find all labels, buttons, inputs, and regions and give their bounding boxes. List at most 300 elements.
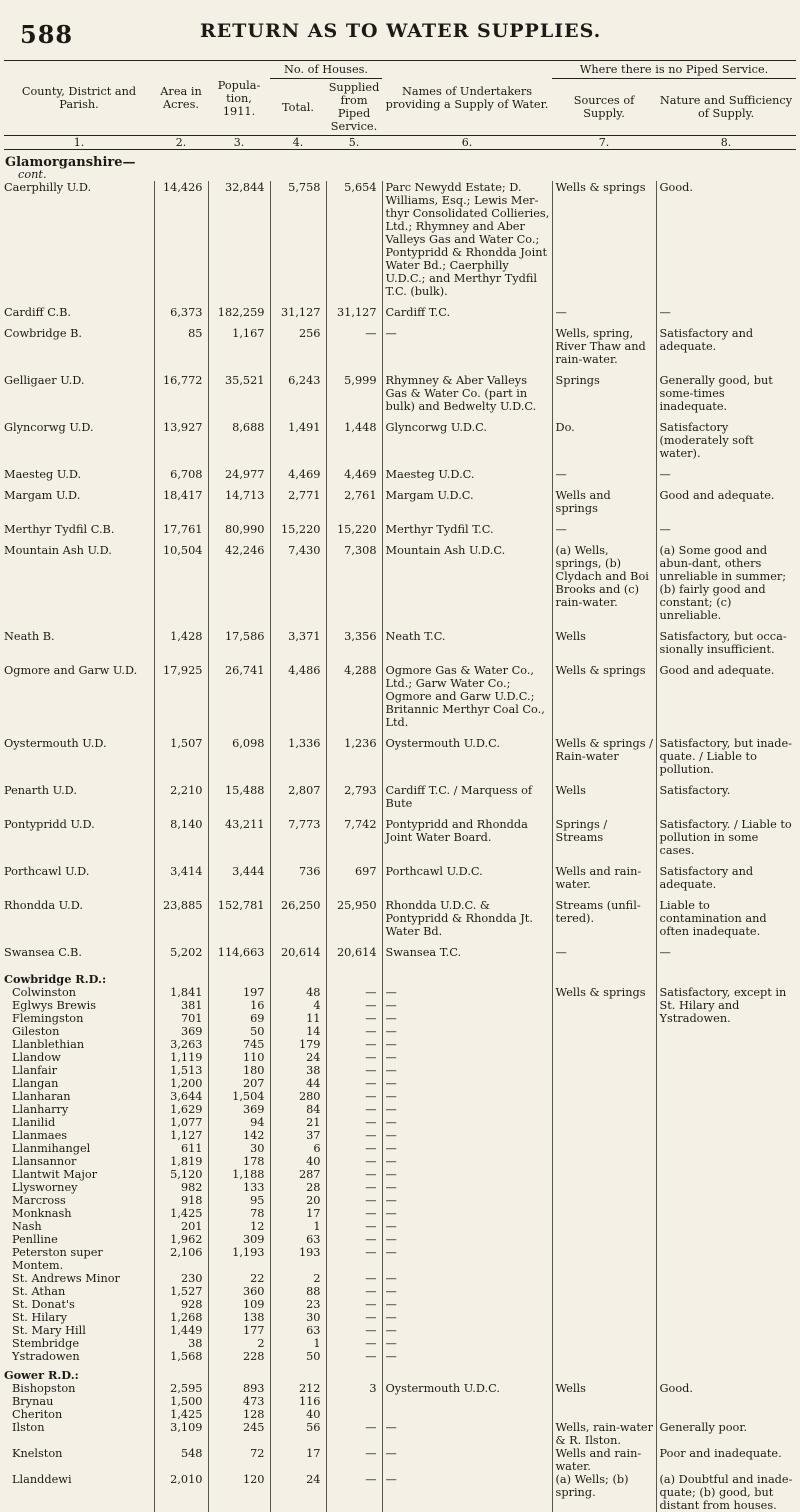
col-head-area: Area in Acres. <box>154 61 208 136</box>
houses-total: 5,758 <box>270 181 326 298</box>
area-acres: 38 <box>154 1337 208 1350</box>
houses-total: 4,469 <box>270 468 326 481</box>
population-1911: 1,193 <box>208 1246 270 1272</box>
table-row <box>4 1395 796 1408</box>
section-heading: Gower R.D.: <box>4 1368 79 1382</box>
area-acres: 3,263 <box>154 1038 208 1051</box>
col-num: 3. <box>208 136 270 150</box>
undertakers: — <box>382 1207 552 1220</box>
empty-cell <box>656 1363 796 1382</box>
houses-piped: 20,614 <box>326 946 382 959</box>
houses-total: 280 <box>270 1090 326 1103</box>
houses-total: 4 <box>270 999 326 1012</box>
population-1911: 114,663 <box>208 946 270 959</box>
empty-cell <box>154 967 208 986</box>
houses-total: 1,336 <box>270 737 326 776</box>
population-1911: 35,521 <box>208 374 270 413</box>
population-1911: 78 <box>208 1207 270 1220</box>
col-head-population: Popula-tion, 1911. <box>208 61 270 136</box>
district-name: Glyncorwg U.D. <box>4 421 94 434</box>
houses-piped: — <box>326 1447 382 1473</box>
houses-total: 179 <box>270 1038 326 1051</box>
undertakers: — <box>382 1168 552 1181</box>
table-row <box>4 630 796 656</box>
area-acres: 85 <box>154 327 208 366</box>
population-1911: 180 <box>208 1064 270 1077</box>
houses-piped: 25,950 <box>326 899 382 938</box>
houses-piped: 31,127 <box>326 306 382 319</box>
supply-nature: — <box>656 523 796 536</box>
houses-total: 50 <box>270 1350 326 1363</box>
undertakers: — <box>382 1272 552 1285</box>
area-acres: 1,507 <box>154 737 208 776</box>
population-1911: 8,688 <box>208 421 270 460</box>
undertakers: Glyncorwg U.D.C. <box>382 421 552 460</box>
area-acres: 14,426 <box>154 181 208 298</box>
empty-cell <box>270 967 326 986</box>
supply-sources: Wells, rain-water & R. Ilston. <box>552 1421 656 1447</box>
houses-piped: — <box>326 986 382 999</box>
population-1911: 43,211 <box>208 818 270 857</box>
houses-total: 30 <box>270 1311 326 1324</box>
houses-piped: — <box>326 1038 382 1051</box>
population-1911: 1,504 <box>208 1090 270 1103</box>
area-acres: 18,417 <box>154 489 208 515</box>
area-acres: 5,120 <box>154 1168 208 1181</box>
population-1911: 72 <box>208 1447 270 1473</box>
houses-piped: — <box>326 999 382 1012</box>
houses-piped: — <box>326 1207 382 1220</box>
parish-name: Nash <box>12 1220 42 1233</box>
parish-name: Bishopston <box>12 1382 76 1395</box>
houses-total: 26,250 <box>270 899 326 938</box>
area-acres: 3,644 <box>154 1090 208 1103</box>
col-head-undertakers: Names of Undertakers providing a Supply of Water. <box>382 61 552 136</box>
supply-sources: Wells <box>552 630 656 656</box>
houses-piped: — <box>326 1155 382 1168</box>
supply-nature: Poor and inadequate. <box>656 1447 796 1473</box>
col-head-county: County, District and Parish. <box>4 61 154 136</box>
parish-name: St. Andrews Minor <box>12 1272 120 1285</box>
houses-piped: — <box>326 1311 382 1324</box>
parish-name: Llanblethian <box>12 1038 85 1051</box>
houses-piped: — <box>326 1220 382 1233</box>
undertakers <box>382 1408 552 1421</box>
supply-nature: — <box>656 946 796 959</box>
undertakers: Cardiff T.C. <box>382 306 552 319</box>
houses-piped: — <box>326 1077 382 1090</box>
district-name: Oystermouth U.D. <box>4 737 107 750</box>
supply-nature: Satisfactory, except in St. Hilary and Ystradowen. <box>656 986 796 1363</box>
parish-name: Llansannor <box>12 1155 77 1168</box>
population-1911: 26,741 <box>208 664 270 729</box>
population-1911: 360 <box>208 1285 270 1298</box>
col-num: 8. <box>656 136 796 150</box>
houses-total: 38 <box>270 1064 326 1077</box>
col-head-sources: Sources of Supply. <box>552 79 656 136</box>
population-1911: 228 <box>208 1350 270 1363</box>
undertakers: Neath T.C. <box>382 630 552 656</box>
area-acres: 1,527 <box>154 1285 208 1298</box>
district-name: Gelligaer U.D. <box>4 374 85 387</box>
table-row <box>4 489 796 515</box>
supply-sources: Wells and rain-water. <box>552 1447 656 1473</box>
undertakers: Swansea T.C. <box>382 946 552 959</box>
area-acres: 1,428 <box>154 630 208 656</box>
running-head: RETURN AS TO WATER SUPPLIES. <box>200 20 602 42</box>
parish-name: Gileston <box>12 1025 60 1038</box>
supply-sources <box>552 1395 656 1408</box>
houses-total: 37 <box>270 1129 326 1142</box>
col-head-no-piped: Where there is no Piped Service. <box>552 61 796 79</box>
county-heading: Glamorganshire— <box>5 155 136 170</box>
population-1911: 142 <box>208 1129 270 1142</box>
population-1911: 50 <box>208 1025 270 1038</box>
table-row <box>4 899 796 938</box>
area-acres: 928 <box>154 1298 208 1311</box>
undertakers: — <box>382 1285 552 1298</box>
population-1911: 32,844 <box>208 181 270 298</box>
population-1911: 94 <box>208 1116 270 1129</box>
district-name: Cardiff C.B. <box>4 306 71 319</box>
area-acres: 1,077 <box>154 1116 208 1129</box>
houses-piped <box>326 1408 382 1421</box>
population-1911: 133 <box>208 1181 270 1194</box>
area-acres: 8,140 <box>154 818 208 857</box>
empty-cell <box>382 967 552 986</box>
district-name: Margam U.D. <box>4 489 81 502</box>
col-num: 7. <box>552 136 656 150</box>
supply-nature: Satisfactory (moderately soft water). <box>656 421 796 460</box>
area-acres: 1,962 <box>154 1233 208 1246</box>
houses-piped <box>326 1395 382 1408</box>
population-1911: 120 <box>208 1473 270 1512</box>
population-1911: 22 <box>208 1272 270 1285</box>
houses-piped: 3,356 <box>326 630 382 656</box>
district-name: Mountain Ash U.D. <box>4 544 112 557</box>
district-name: Porthcawl U.D. <box>4 865 90 878</box>
houses-total: 63 <box>270 1324 326 1337</box>
district-name: Neath B. <box>4 630 55 643</box>
supply-nature: Satisfactory. / Liable to pollution in some cases. <box>656 818 796 857</box>
houses-total: 2,771 <box>270 489 326 515</box>
houses-total: 20,614 <box>270 946 326 959</box>
parish-name: Llantwit Major <box>12 1168 98 1181</box>
population-1911: 24,977 <box>208 468 270 481</box>
houses-piped: — <box>326 1025 382 1038</box>
area-acres: 1,127 <box>154 1129 208 1142</box>
houses-total: 7,430 <box>270 544 326 622</box>
houses-total: 88 <box>270 1285 326 1298</box>
houses-total: 7,773 <box>270 818 326 857</box>
supply-nature <box>656 1395 796 1408</box>
houses-total: 1 <box>270 1337 326 1350</box>
area-acres: 6,373 <box>154 306 208 319</box>
undertakers: — <box>382 1116 552 1129</box>
area-acres: 13,927 <box>154 421 208 460</box>
area-acres: 1,819 <box>154 1155 208 1168</box>
undertakers: — <box>382 1090 552 1103</box>
parish-name: Peterston super Montem. <box>12 1246 103 1272</box>
supply-sources: Wells, spring, River Thaw and rain-water. <box>552 327 656 366</box>
houses-piped: 7,308 <box>326 544 382 622</box>
houses-total: 2,807 <box>270 784 326 810</box>
undertakers: Cardiff T.C. / Marquess of Bute <box>382 784 552 810</box>
parish-name: Llanfair <box>12 1064 58 1077</box>
col-num: 4. <box>270 136 326 150</box>
population-1911: 309 <box>208 1233 270 1246</box>
houses-total: 17 <box>270 1207 326 1220</box>
undertakers: Pontypridd and Rhondda Joint Water Board. <box>382 818 552 857</box>
undertakers: — <box>382 1194 552 1207</box>
empty-cell <box>552 1363 656 1382</box>
col-num: 5. <box>326 136 382 150</box>
population-1911: 3,444 <box>208 865 270 891</box>
supply-sources: Wells and rain-water. <box>552 865 656 891</box>
area-acres: 2,595 <box>154 1382 208 1395</box>
undertakers: — <box>382 1181 552 1194</box>
district-name: Merthyr Tydfil C.B. <box>4 523 115 536</box>
area-acres: 982 <box>154 1181 208 1194</box>
supply-sources: Wells <box>552 784 656 810</box>
population-1911: 177 <box>208 1324 270 1337</box>
table-row <box>4 421 796 460</box>
houses-total: 63 <box>270 1233 326 1246</box>
undertakers: — <box>382 1051 552 1064</box>
population-1911: 893 <box>208 1382 270 1395</box>
area-acres: 16,772 <box>154 374 208 413</box>
population-1911: 182,259 <box>208 306 270 319</box>
area-acres: 1,425 <box>154 1408 208 1421</box>
houses-piped: — <box>326 1246 382 1272</box>
undertakers: — <box>382 1337 552 1350</box>
undertakers: — <box>382 1142 552 1155</box>
houses-total: 40 <box>270 1155 326 1168</box>
houses-piped: 1,448 <box>326 421 382 460</box>
undertakers <box>382 1395 552 1408</box>
supply-sources: Wells & springs / Rain-water <box>552 737 656 776</box>
undertakers: — <box>382 1324 552 1337</box>
houses-piped: — <box>326 1473 382 1512</box>
supply-nature <box>656 1408 796 1421</box>
table-row <box>4 544 796 622</box>
undertakers: — <box>382 1421 552 1447</box>
table-row <box>4 986 796 999</box>
houses-total: 193 <box>270 1246 326 1272</box>
undertakers: Oystermouth U.D.C. <box>382 1382 552 1395</box>
area-acres: 381 <box>154 999 208 1012</box>
supply-sources: Wells & springs <box>552 181 656 298</box>
houses-piped: — <box>326 1194 382 1207</box>
area-acres: 1,568 <box>154 1350 208 1363</box>
area-acres: 17,761 <box>154 523 208 536</box>
table-row <box>4 1408 796 1421</box>
houses-total: 11 <box>270 1012 326 1025</box>
area-acres: 1,268 <box>154 1311 208 1324</box>
table-row <box>4 306 796 319</box>
population-1911: 80,990 <box>208 523 270 536</box>
undertakers: Merthyr Tydfil T.C. <box>382 523 552 536</box>
parish-name: St. Athan <box>12 1285 66 1298</box>
houses-piped: 5,654 <box>326 181 382 298</box>
district-name: Pontypridd U.D. <box>4 818 95 831</box>
parish-name: St. Hilary <box>12 1311 68 1324</box>
undertakers: — <box>382 1473 552 1512</box>
parish-name: Ilston <box>12 1421 45 1434</box>
supply-nature: (a) Some good and abun-dant, others unreliable in summer; (b) fairly good and constant; (c) unreliable. <box>656 544 796 622</box>
section-heading: Cowbridge R.D.: <box>4 972 107 986</box>
houses-total: 24 <box>270 1051 326 1064</box>
houses-total: 212 <box>270 1382 326 1395</box>
empty-cell <box>552 967 656 986</box>
district-name: Caerphilly U.D. <box>4 181 92 194</box>
undertakers: — <box>382 1298 552 1311</box>
houses-piped: 3 <box>326 1382 382 1395</box>
houses-total: 31,127 <box>270 306 326 319</box>
area-acres: 548 <box>154 1447 208 1473</box>
houses-piped: — <box>326 1272 382 1285</box>
undertakers: — <box>382 1233 552 1246</box>
houses-total: 256 <box>270 327 326 366</box>
undertakers: — <box>382 327 552 366</box>
supply-sources <box>552 1408 656 1421</box>
supply-sources: Wells & springs <box>552 664 656 729</box>
area-acres: 369 <box>154 1025 208 1038</box>
supply-sources: Springs <box>552 374 656 413</box>
houses-total: 6 <box>270 1142 326 1155</box>
undertakers: — <box>382 1103 552 1116</box>
parish-name: Llandow <box>12 1051 61 1064</box>
houses-total: 40 <box>270 1408 326 1421</box>
parish-name: St. Donat's <box>12 1298 75 1311</box>
population-1911: 110 <box>208 1051 270 1064</box>
area-acres: 23,885 <box>154 899 208 938</box>
supply-sources: — <box>552 468 656 481</box>
empty-cell <box>208 967 270 986</box>
population-1911: 14,713 <box>208 489 270 515</box>
supply-sources: (a) Wells; (b) spring. <box>552 1473 656 1512</box>
parish-name: Llanilid <box>12 1116 56 1129</box>
population-1911: 138 <box>208 1311 270 1324</box>
undertakers: — <box>382 1246 552 1272</box>
district-name: Rhondda U.D. <box>4 899 83 912</box>
table-row <box>4 664 796 729</box>
area-acres: 10,504 <box>154 544 208 622</box>
houses-piped: 2,793 <box>326 784 382 810</box>
houses-total: 4,486 <box>270 664 326 729</box>
houses-piped: — <box>326 1168 382 1181</box>
undertakers: — <box>382 1012 552 1025</box>
supply-sources: Streams (unfil-tered). <box>552 899 656 938</box>
houses-piped: — <box>326 1116 382 1129</box>
houses-piped: 4,469 <box>326 468 382 481</box>
undertakers: Rhymney & Aber Valleys Gas & Water Co. (part in bulk) and Bedwelty U.D.C. <box>382 374 552 413</box>
supply-nature: Good and adequate. <box>656 489 796 515</box>
undertakers: — <box>382 1038 552 1051</box>
houses-piped: — <box>326 1103 382 1116</box>
col-num: 6. <box>382 136 552 150</box>
undertakers: — <box>382 1064 552 1077</box>
parish-name: Cheriton <box>12 1408 63 1421</box>
area-acres: 1,425 <box>154 1207 208 1220</box>
table-row <box>4 327 796 366</box>
parish-name: Knelston <box>12 1447 63 1460</box>
houses-piped: — <box>326 1142 382 1155</box>
houses-total: 14 <box>270 1025 326 1038</box>
undertakers: — <box>382 986 552 999</box>
supply-nature: Good. <box>656 181 796 298</box>
houses-total: 17 <box>270 1447 326 1473</box>
parish-name: Eglwys Brewis <box>12 999 96 1012</box>
houses-piped: — <box>326 1051 382 1064</box>
houses-piped: 4,288 <box>326 664 382 729</box>
parish-name: Penlline <box>12 1233 58 1246</box>
houses-piped: — <box>326 1337 382 1350</box>
area-acres: 3,109 <box>154 1421 208 1447</box>
population-1911: 42,246 <box>208 544 270 622</box>
district-name: Maesteg U.D. <box>4 468 82 481</box>
table-row <box>4 468 796 481</box>
parish-name: St. Mary Hill <box>12 1324 86 1337</box>
col-head-houses: No. of Houses. <box>270 61 382 79</box>
population-1911: 2 <box>208 1337 270 1350</box>
parish-name: Flemingston <box>12 1012 84 1025</box>
undertakers: — <box>382 1077 552 1090</box>
undertakers: Porthcawl U.D.C. <box>382 865 552 891</box>
houses-piped: 1,236 <box>326 737 382 776</box>
houses-total: 84 <box>270 1103 326 1116</box>
houses-piped: — <box>326 1012 382 1025</box>
supply-nature: Satisfactory. <box>656 784 796 810</box>
undertakers: Maesteg U.D.C. <box>382 468 552 481</box>
population-1911: 6,098 <box>208 737 270 776</box>
houses-total: 1,491 <box>270 421 326 460</box>
houses-piped: — <box>326 1233 382 1246</box>
population-1911: 128 <box>208 1408 270 1421</box>
houses-piped: 7,742 <box>326 818 382 857</box>
undertakers: Ogmore Gas & Water Co., Ltd.; Garw Water Co.; Ogmore and Garw U.D.C.; Britannic Merthyr Coal Co., Ltd. <box>382 664 552 729</box>
houses-piped: — <box>326 327 382 366</box>
houses-total: 28 <box>270 1181 326 1194</box>
supply-nature: Liable to contamination and often inadequate. <box>656 899 796 938</box>
area-acres: 2,106 <box>154 1246 208 1272</box>
table-row <box>4 1473 796 1512</box>
undertakers: Oystermouth U.D.C. <box>382 737 552 776</box>
area-acres: 230 <box>154 1272 208 1285</box>
district-name: Swansea C.B. <box>4 946 82 959</box>
supply-nature: Satisfactory and adequate. <box>656 327 796 366</box>
population-1911: 152,781 <box>208 899 270 938</box>
houses-total: 23 <box>270 1298 326 1311</box>
parish-name: Llanmihangel <box>12 1142 91 1155</box>
area-acres: 1,841 <box>154 986 208 999</box>
houses-total: 6,243 <box>270 374 326 413</box>
area-acres: 918 <box>154 1194 208 1207</box>
undertakers: — <box>382 1311 552 1324</box>
parish-name: Llanharan <box>12 1090 71 1103</box>
parish-name: Marcross <box>12 1194 66 1207</box>
undertakers: — <box>382 1220 552 1233</box>
undertakers: Rhondda U.D.C. & Pontypridd & Rhondda Jt. Water Bd. <box>382 899 552 938</box>
houses-total: 21 <box>270 1116 326 1129</box>
continued-note: cont. <box>18 168 47 181</box>
area-acres: 17,925 <box>154 664 208 729</box>
houses-total: 3,371 <box>270 630 326 656</box>
page-number: 588 <box>20 20 74 49</box>
supply-nature: (a) Doubtful and inade-quate; (b) good, but distant from houses. <box>656 1473 796 1512</box>
houses-piped: — <box>326 1129 382 1142</box>
col-head-supplied: Supplied from Piped Service. <box>326 79 382 136</box>
